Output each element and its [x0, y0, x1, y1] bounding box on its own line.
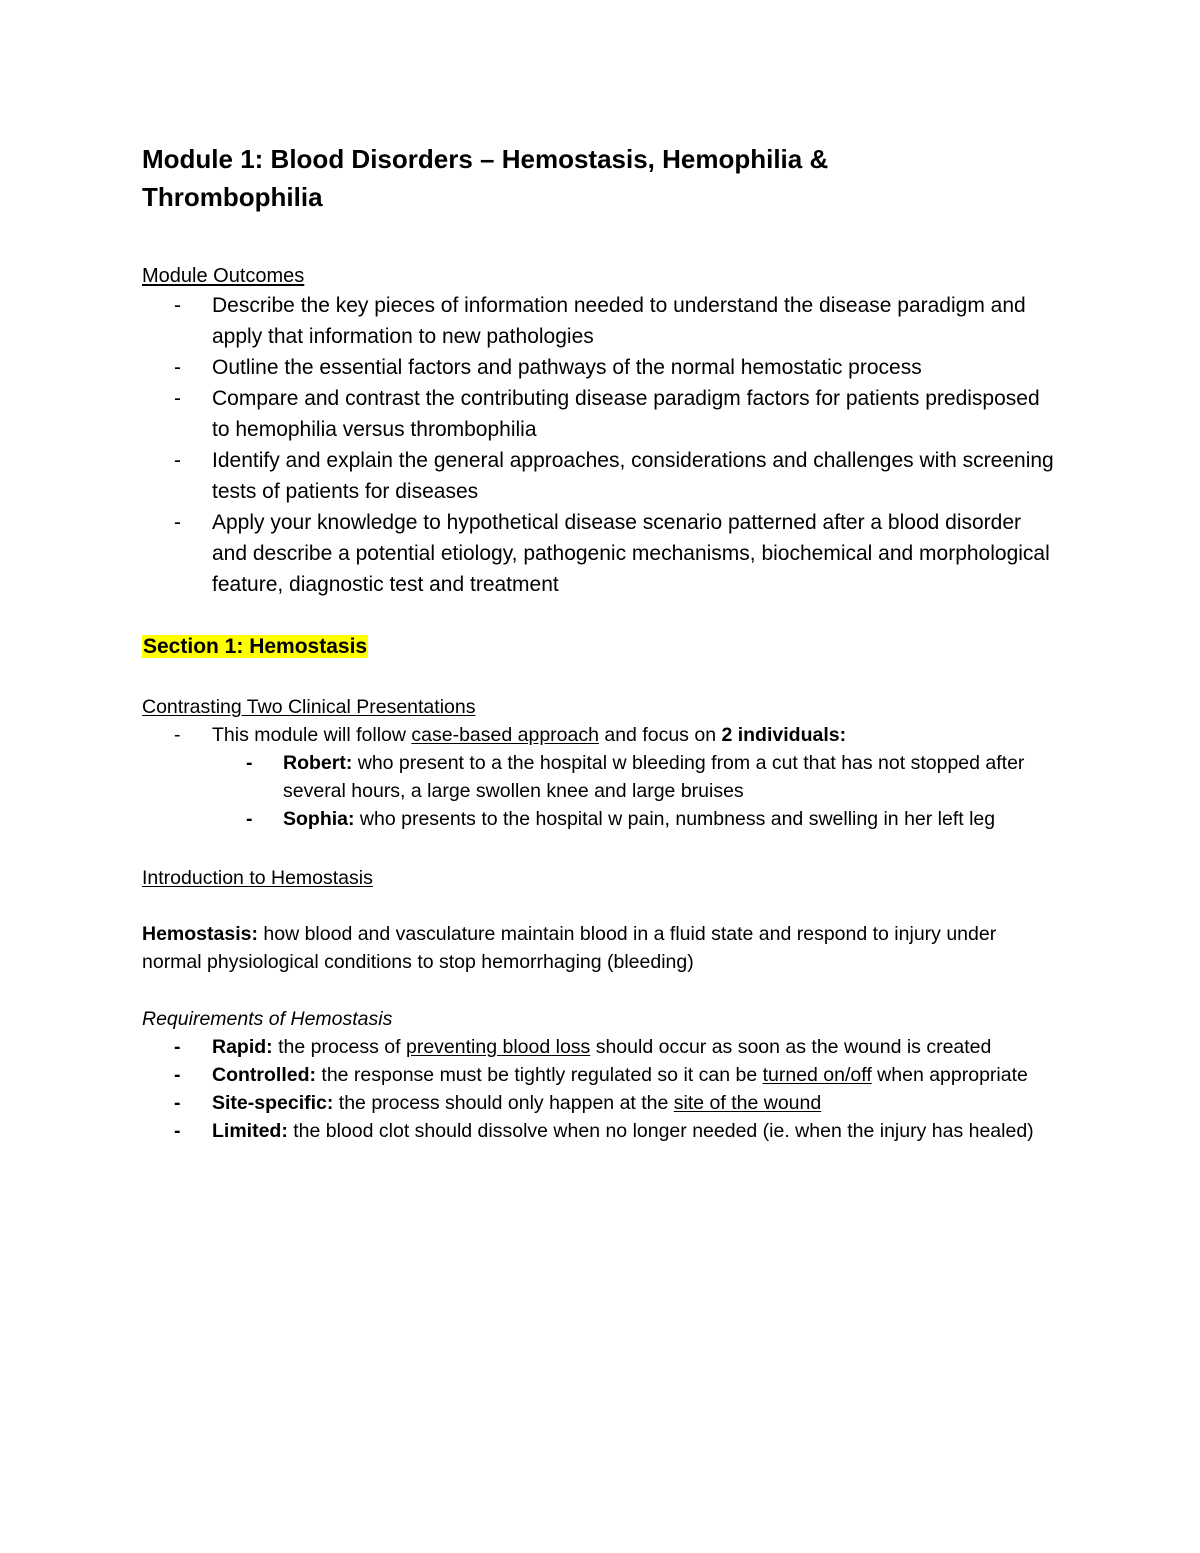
outcome-item: [142, 290, 1060, 352]
dash-bullet: -: [174, 387, 181, 410]
requirement-text-end: should occur as soon as the wound is created: [590, 1036, 992, 1058]
outcome-item: [142, 383, 1060, 445]
case-name: Sophia:: [283, 808, 355, 830]
highlighted-section-title: Section 1: Hemostasis: [143, 635, 368, 658]
case-intro-text: This module will follow: [212, 724, 412, 746]
requirement-underlined-text: preventing blood loss: [406, 1036, 591, 1058]
case-item-sophia: [142, 805, 1060, 833]
requirement-text: the blood clot should dissolve when no longer needed (ie. when the injury has healed): [287, 1120, 1034, 1142]
case-based-approach-text: case-based approach: [411, 724, 599, 746]
definition-term: Hemostasis:: [142, 923, 258, 945]
case-intro-middle-text: and focus on: [598, 724, 722, 746]
requirement-term: Site-specific:: [212, 1092, 334, 1114]
case-name: Robert:: [283, 752, 353, 774]
outcome-text: Outline the essential factors and pathways of the normal hemostatic process: [212, 356, 922, 379]
requirement-term: Controlled:: [212, 1064, 316, 1086]
case-intro-item: [142, 721, 1060, 749]
requirement-text: the process should only happen at the: [333, 1092, 674, 1114]
outcome-item: [142, 352, 1060, 383]
requirement-text: the process of: [272, 1036, 406, 1058]
module-outcomes-list: [142, 290, 1060, 600]
requirement-item: [142, 1117, 1052, 1145]
outcome-text: Apply your knowledge to hypothetical disease scenario patterned after a blood disorder and describe a potential etiology, pathogenic mechanisms, biochemical and morphological feature, diagnostic test and treatment: [212, 511, 1050, 596]
document-title: Module 1: Blood Disorders – Hemostasis, Hemophilia & Thrombophilia: [142, 144, 829, 212]
requirement-item: [142, 1033, 1052, 1061]
requirement-underlined-text: turned on/off: [762, 1064, 872, 1086]
dash-bullet: -: [174, 1064, 181, 1086]
dash-bullet: -: [174, 511, 181, 534]
definition-text: how blood and vasculature maintain blood in a fluid state and respond to injury under normal physiological conditions to stop hemorrhaging (bleeding): [142, 923, 997, 973]
outcome-text: Compare and contrast the contributing disease paradigm factors for patients predisposed to hemophilia versus thrombophilia: [212, 387, 1040, 441]
requirement-underlined-text: site of the wound: [673, 1092, 822, 1114]
requirement-item: [142, 1089, 1052, 1117]
case-list: [142, 721, 1060, 833]
dash-bullet: -: [174, 724, 181, 746]
dash-bullet: -: [246, 752, 253, 774]
module-outcomes-heading: Module Outcomes: [142, 265, 305, 287]
section-heading: [142, 631, 1060, 662]
introduction-heading: Introduction to Hemostasis: [142, 867, 373, 889]
individuals-count-text: 2 individuals:: [721, 724, 847, 746]
requirements-heading: Requirements of Hemostasis: [142, 1008, 393, 1030]
requirement-text-end: when appropriate: [871, 1064, 1028, 1086]
dash-bullet: -: [174, 294, 181, 317]
dash-bullet: -: [174, 356, 181, 379]
requirement-item: [142, 1061, 1052, 1089]
case-description: who present to a the hospital w bleeding from a cut that has not stopped after several hours, a large swollen knee and large bruises: [283, 752, 1025, 802]
case-item-robert: [142, 749, 1060, 805]
dash-bullet: -: [174, 449, 181, 472]
dash-bullet: -: [246, 808, 253, 830]
requirement-term: Rapid:: [212, 1036, 273, 1058]
contrasting-presentations-heading: Contrasting Two Clinical Presentations: [142, 696, 476, 718]
requirement-text: the response must be tightly regulated so it can be: [315, 1064, 763, 1086]
case-description: who presents to the hospital w pain, numbness and swelling in her left leg: [354, 808, 996, 830]
dash-bullet: -: [174, 1036, 181, 1058]
outcome-text: Identify and explain the general approaches, considerations and challenges with screening tests of patients for diseases: [212, 449, 1054, 503]
outcome-item: [142, 445, 1060, 507]
requirements-list: [142, 1033, 1060, 1145]
requirement-term: Limited:: [212, 1120, 288, 1142]
dash-bullet: -: [174, 1120, 181, 1142]
outcome-item: [142, 507, 1060, 600]
hemostasis-definition: [142, 920, 1042, 976]
dash-bullet: -: [174, 1092, 181, 1114]
outcome-text: Describe the key pieces of information needed to understand the disease paradigm and apply that information to new pathologies: [212, 294, 1026, 348]
